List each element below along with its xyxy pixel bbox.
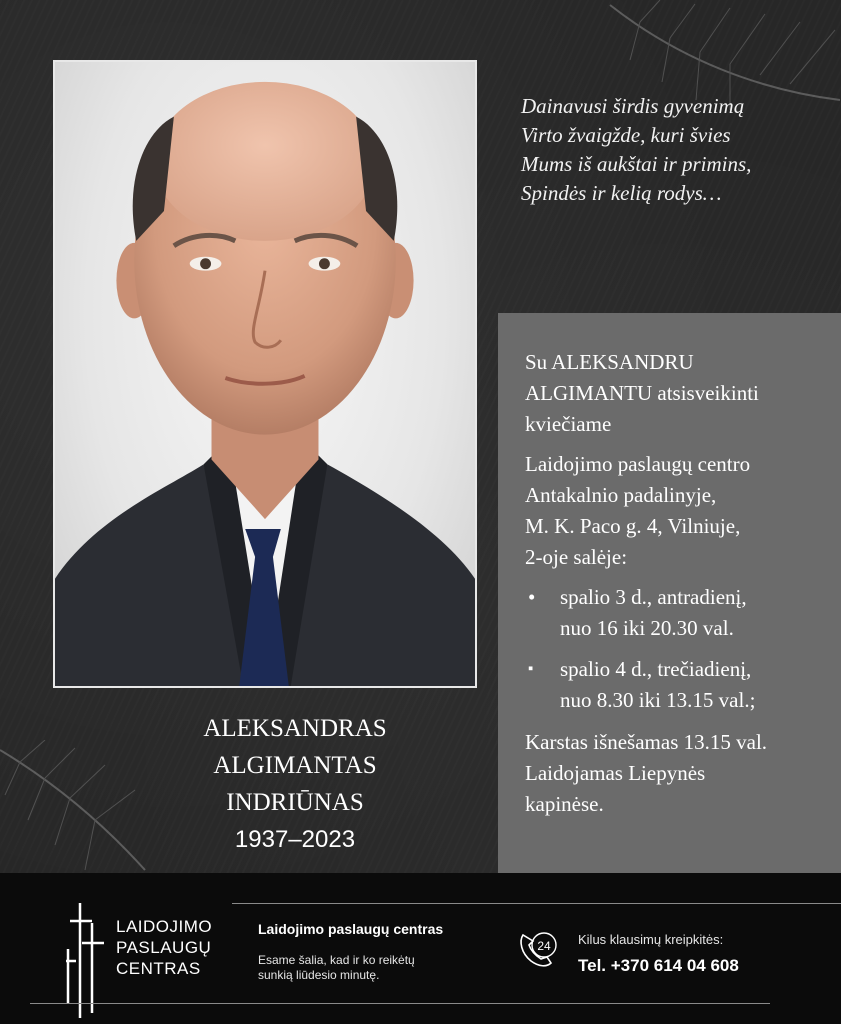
phone-icon-label: 24 <box>537 939 551 953</box>
first-name: ALEKSANDRAS <box>203 715 387 742</box>
tagline-line: Esame šalia, kad ir ko reikėtų <box>258 953 415 967</box>
deceased-name-block <box>158 710 432 858</box>
burial-line: Laidojamas Liepynės <box>525 761 706 785</box>
phone-number[interactable]: Tel. +370 614 04 608 <box>578 956 739 975</box>
logo-line: LAIDOJIMO <box>116 917 213 936</box>
location-line: Laidojimo paslaugų centro <box>525 452 751 476</box>
poem-verse <box>521 92 841 208</box>
schedule-item <box>525 582 841 644</box>
leaf-decoration-icon <box>0 740 150 875</box>
bullet-icon: • <box>528 585 536 609</box>
burial-line: kapinėse. <box>525 792 604 816</box>
poem-line: Mums iš aukštai ir primins, <box>521 152 752 176</box>
schedule-date: spalio 3 d., antradienį, <box>560 585 747 609</box>
cross-logo-icon <box>66 903 112 1018</box>
invitation-line: Su ALEKSANDRU <box>525 350 694 374</box>
location-line: Antakalnio padalinyje, <box>525 483 717 507</box>
logo-line: CENTRAS <box>116 959 201 978</box>
logo-line: PASLAUGŲ <box>116 938 212 957</box>
schedule-time: nuo 8.30 iki 13.15 val.; <box>560 688 756 712</box>
footer <box>0 873 841 1024</box>
tagline-line: sunkią liūdesio minutę. <box>258 968 380 982</box>
bullet-icon: ▪ <box>528 661 534 677</box>
tagline <box>258 953 415 983</box>
burial-line: Karstas išnešamas 13.15 val. <box>525 730 768 754</box>
invitation-text <box>525 347 841 440</box>
contact-label: Kilus klausimų kreipkitės: <box>578 932 724 947</box>
location-line: M. K. Paco g. 4, Vilniuje, <box>525 514 741 538</box>
logo-wordmark <box>116 916 212 979</box>
schedule-item <box>525 654 841 716</box>
schedule-list <box>525 582 841 716</box>
footer-divider <box>232 903 841 904</box>
location-text <box>525 449 841 573</box>
portrait-photo <box>53 60 477 688</box>
schedule-time: nuo 16 iki 20.30 val. <box>560 616 734 640</box>
organization-name: Laidojimo paslaugų centras <box>258 921 444 937</box>
poem-line: Dainavusi širdis gyvenimą <box>521 94 745 118</box>
footer-divider <box>30 1003 770 1004</box>
life-years: 1937–2023 <box>234 826 356 853</box>
location-line: 2-oje salėje: <box>525 545 628 569</box>
invitation-line: kviečiame <box>525 412 612 436</box>
phone-24-icon <box>517 929 561 969</box>
funeral-info-panel <box>498 313 841 905</box>
invitation-line: ALGIMANTU atsisveikinti <box>525 381 759 405</box>
poem-line: Virto žvaigžde, kuri švies <box>521 123 731 147</box>
middle-name: ALGIMANTAS <box>213 752 377 779</box>
burial-text <box>525 727 841 820</box>
poem-line: Spindės ir kelią rodys… <box>521 181 722 205</box>
schedule-date: spalio 4 d., trečiadienį, <box>560 657 752 681</box>
last-name: INDRIŪNAS <box>226 789 364 816</box>
